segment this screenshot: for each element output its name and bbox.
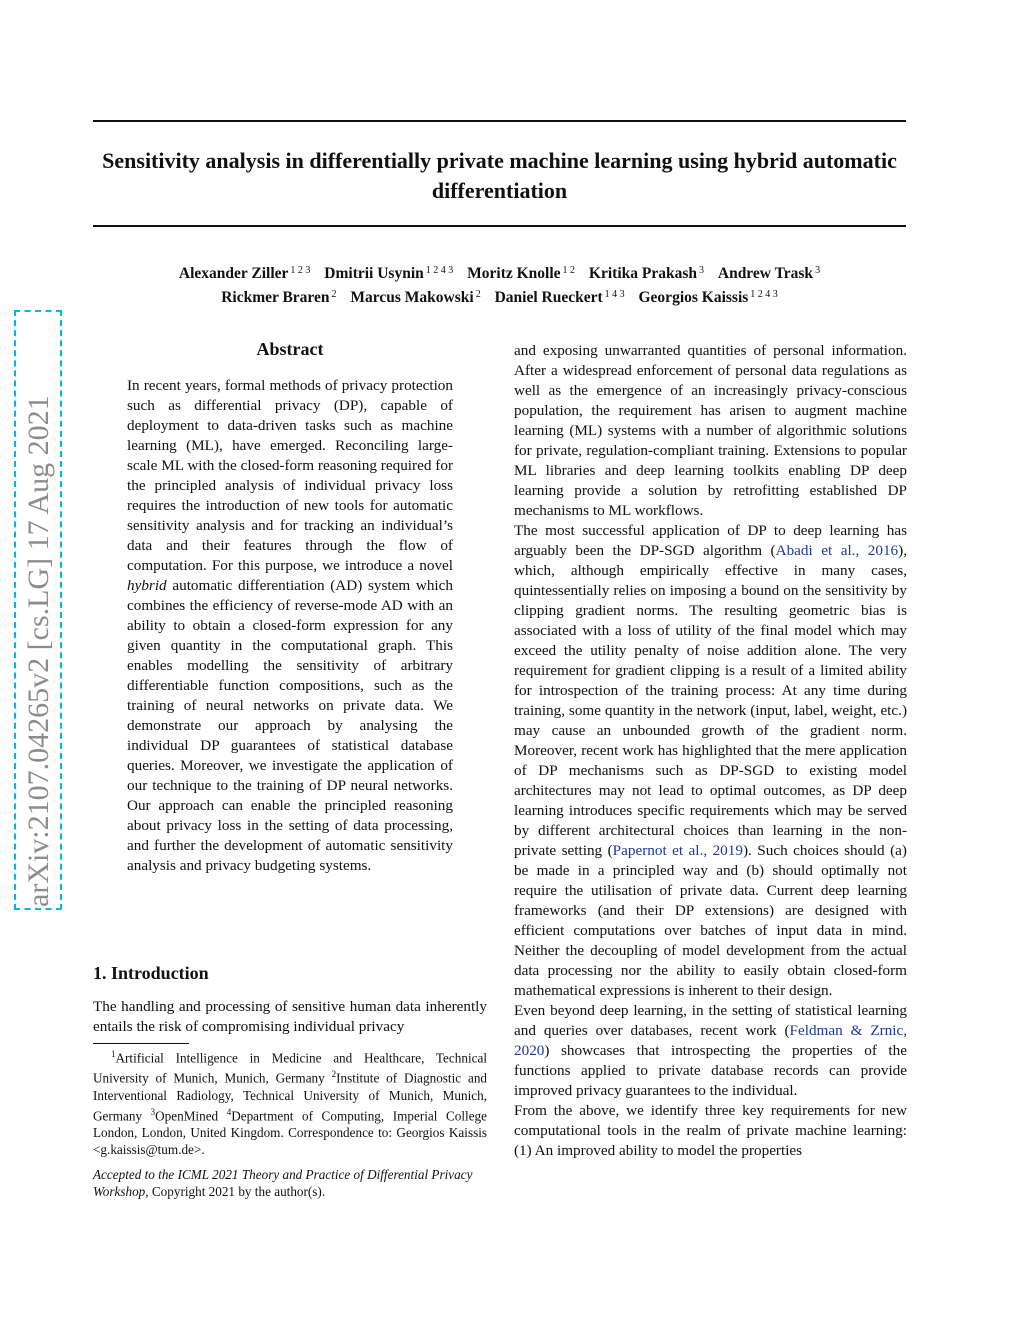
citation-link[interactable]: Papernot et al., 2019 xyxy=(612,842,743,859)
affiliations-footnote: $^1$Artificial Intelligence in Medicine and Healthcare, Technical University of Munich, Munich, Germany $^2$Institute of Diagnostic and Interventional Radiology, Technical University of Munich, Munich, Germany $^3$OpenMined $^4$Department of Computing, Imperial College London, London, United Kingdom. Correspondence to: Georgios Kaissis <g.kaissis@tum.de>. xyxy=(93,1049,488,1158)
author: Georgios Kaissis $^{1 2 4 3}$ xyxy=(638,289,778,306)
author: Andrew Trask $^3$ xyxy=(717,265,821,282)
author-list xyxy=(93,260,906,308)
citation-link[interactable]: Feldman & Zrnic, 2020 xyxy=(514,1022,907,1059)
arxiv-identifier: arXiv:2107.04265v2 [cs.LG] 17 Aug 2021 xyxy=(22,395,55,907)
title-rule-top xyxy=(93,120,906,122)
paper-title: Sensitivity analysis in differentially private machine learning using hybrid automatic differentiation xyxy=(102,148,897,203)
abstract-text: In recent years, formal methods of privacy protection such as differential privacy (DP), capable of deployment to data-driven tasks such as machine learning (ML), have emerged. Reconciling large-scale ML with the closed-form reasoning required for the principled analysis of individual privacy loss requires the introduction of new tools for automatic sensitivity analysis and for tracking an individual’s data and their features through the flow of computation. For this purpose, we introduce a novel hybrid automatic differentiation (AD) system which combines the efficiency of reverse-mode AD with an ability to obtain a closed-form expression for any given quantity in the computational graph. This enables modelling the sensitivity of arbitrary differentiable function compositions, such as the training of neural networks on private data. We demonstrate our approach by analysing the individual DP guarantees of statistical database queries. Moreover, we investigate the application of our technique to the training of DP neural networks. Our approach can enable the principled reasoning about privacy loss in the setting of data processing, and further the development of automatic sensitivity analysis and privacy budgeting systems. xyxy=(127,377,453,874)
intro-paragraph: Even beyond deep learning, in the setting of statistical learning and queries over databases, recent work (Feldman & Zrnic, 2020) showcases that introspecting the properties of the functions applied to private database records can provide improved privacy guarantees to the individual. xyxy=(514,1002,907,1099)
author: Kritika Prakash $^3$ xyxy=(588,265,704,282)
intro-paragraph: and exposing unwarranted quantities of personal information. After a widespread enforcement of personal data regulations as well as the emergence of an increasingly privacy-conscious population, the requirement has arisen to augment machine learning (ML) systems with a number of algorithmic solutions for private, regulation-compliant training. Extensions to popular ML libraries and deep learning toolkits enabling DP deep learning provide a solution by retrofitting established DP mechanisms to ML workflows. xyxy=(514,342,907,519)
citation-link[interactable]: Abadi et al., 2016 xyxy=(775,542,899,559)
intro-paragraph-left: The handling and processing of sensitive human data inherently entails the risk of compromising individual privacy xyxy=(93,998,487,1035)
intro-paragraph: The most successful application of DP to deep learning has arguably been the DP-SGD algorithm (Abadi et al., 2016), which, although empirically effective in many cases, quintessentially relies on imposing a bound on the sensitivity by clipping gradient norms. The resulting geometric bias is associated with a loss of utility of the final model which may exceed the utility penalty of noise addition alone. The very requirement for gradient clipping is a result of a limited ability for introspection of the training process: At any time during training, some quantity in the network (input, label, weight, etc.) may cause an unbounded growth of the gradient norm. Moreover, recent work has highlighted that the mere application of DP mechanisms such as DP-SGD to existing model architectures may not lead to optimal outcomes, as DP deep learning introduces specific requirements which may be served by different architectural choices than learning in the non-private setting (Papernot et al., 2019). Such choices should (a) be made in a principled way and (b) should optimally not require the utilisation of private data. Current deep learning frameworks (and their DP extensions) are designed with efficient computations over batches of input data in mind. Neither the decoupling of model development from the actual data processing nor the ability to easily obtain closed-form mathematical expressions is inherent to their design. xyxy=(514,522,908,999)
intro-paragraph: From the above, we identify three key requirements for new computational tools in the realm of private machine learning: (1) An improved ability to model the properties xyxy=(514,1102,907,1159)
author: Rickmer Braren $^2$ xyxy=(221,289,337,306)
abstract-heading: Abstract xyxy=(256,339,324,359)
author: Daniel Rueckert $^{1 4 3}$ xyxy=(494,289,625,306)
acceptance-note: Accepted to the ICML 2021 Theory and Practice of Differential Privacy Workshop, Copyright 2021 by the author(s). xyxy=(93,1167,473,1199)
author: Marcus Makowski $^2$ xyxy=(350,289,481,306)
title-rule-bottom xyxy=(93,225,906,227)
author: Moritz Knolle $^{1 2}$ xyxy=(467,265,576,282)
right-column xyxy=(514,341,907,1161)
section-heading-introduction: 1. Introduction xyxy=(93,963,209,983)
author: Dmitrii Usynin $^{1 2 4 3}$ xyxy=(324,265,454,282)
author: Alexander Ziller $^{1 2 3}$ xyxy=(178,265,311,282)
footnote-rule xyxy=(93,1043,189,1044)
